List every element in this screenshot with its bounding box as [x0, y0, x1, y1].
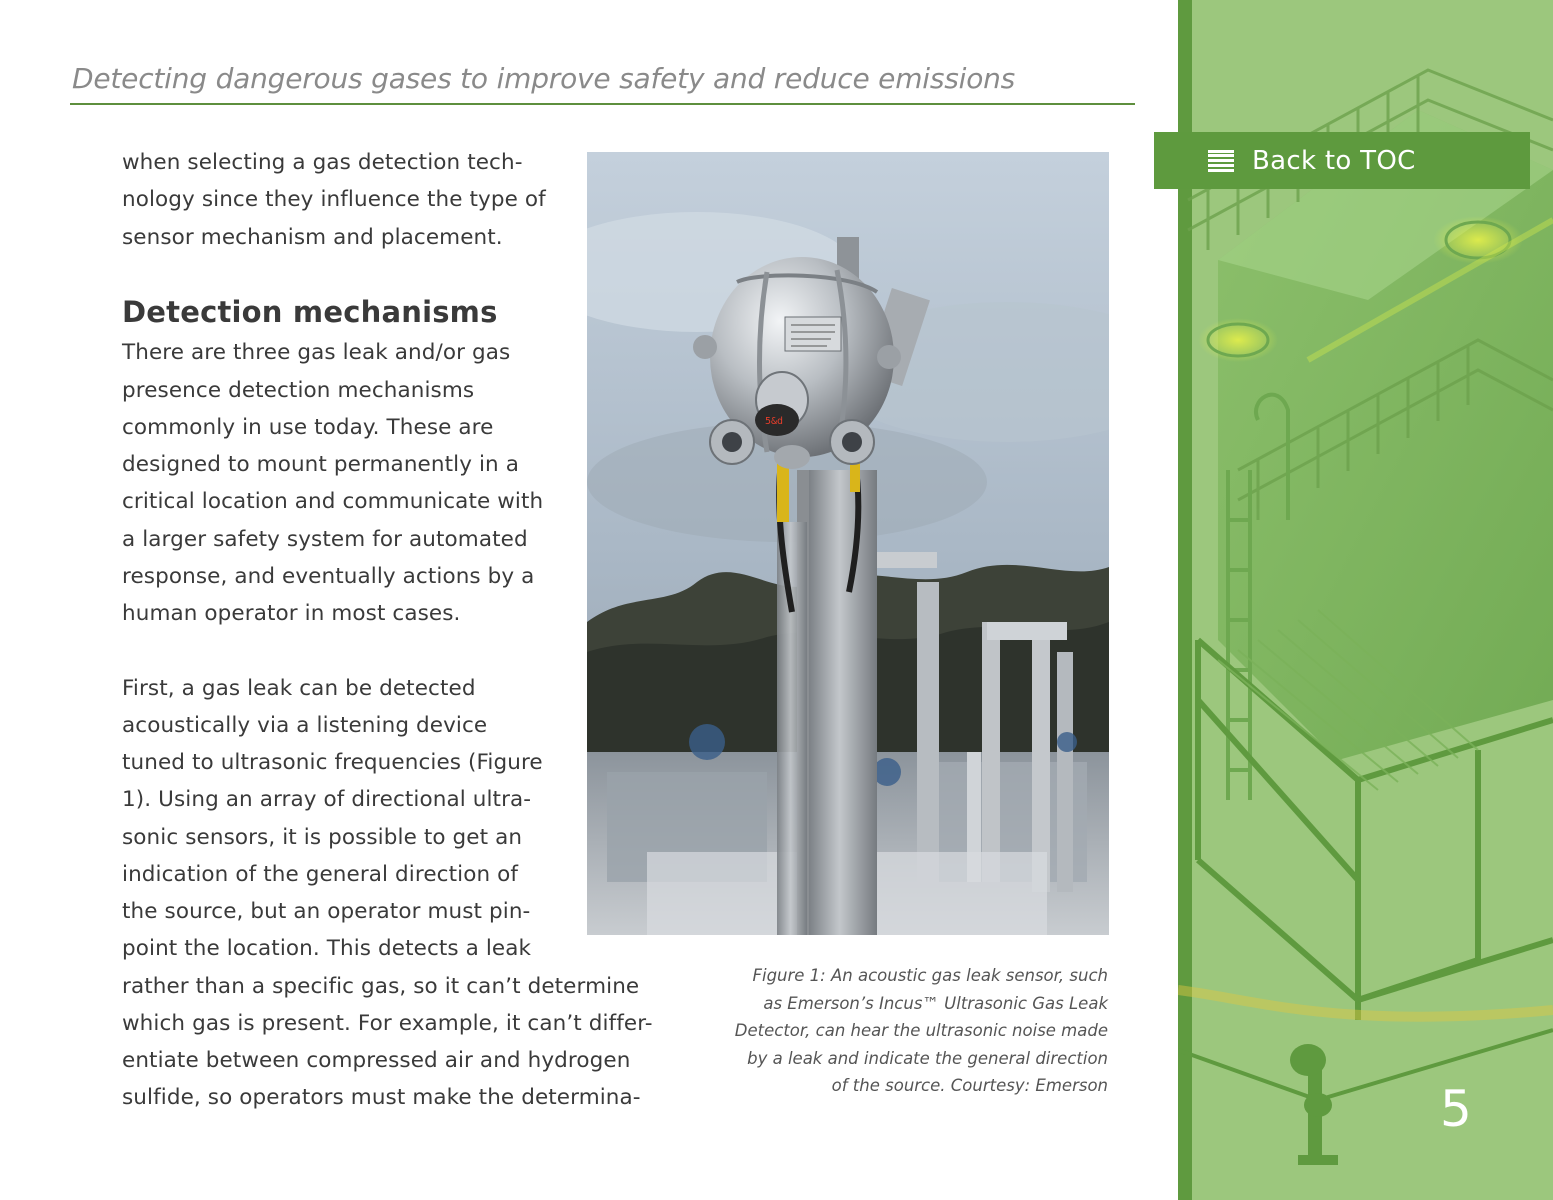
paragraph-line: which gas is present. For example, it can’t differ-	[122, 1011, 653, 1036]
paragraph-line: acoustically via a listening device	[122, 713, 488, 738]
page-number: 5	[1440, 1080, 1472, 1138]
paragraph-line: sulfide, so operators must make the determina-	[122, 1085, 641, 1110]
list-icon	[1208, 150, 1234, 172]
paragraph-line: commonly in use today. These are	[122, 415, 494, 440]
paragraph-line: rather than a specific gas, so it can’t determine	[122, 974, 640, 999]
paragraph-line: presence detection mechanisms	[122, 378, 475, 403]
paragraph-line: 1). Using an array of directional ultra-	[122, 787, 532, 812]
intro-line: nology since they influence the type of	[122, 187, 546, 212]
intro-line: when selecting a gas detection tech-	[122, 150, 523, 175]
intro-line: sensor mechanism and placement.	[122, 225, 503, 250]
paragraph-line: There are three gas leak and/or gas	[122, 340, 511, 365]
paragraph-line: designed to mount permanently in a	[122, 452, 519, 477]
caption-line: as Emerson’s Incus™ Ultrasonic Gas Leak	[763, 993, 1108, 1013]
paragraph-line: tuned to ultrasonic frequencies (Figure	[122, 750, 543, 775]
back-to-toc-button[interactable]	[1154, 132, 1530, 189]
sensor-display-readout: 5&d	[765, 416, 784, 427]
figure-caption	[690, 962, 1108, 1100]
paragraph-line: indication of the general direction of	[122, 862, 519, 887]
caption-line: by a leak and indicate the general direction	[747, 1048, 1108, 1068]
paragraph-line: critical location and communicate with	[122, 489, 544, 514]
caption-line: Figure 1: An acoustic gas leak sensor, such	[752, 966, 1108, 985]
paragraph-line: response, and eventually actions by a	[122, 564, 535, 589]
paragraph-line: sonic sensors, it is possible to get an	[122, 825, 523, 850]
paragraph-line: human operator in most cases.	[122, 601, 461, 626]
page-header-title: Detecting dangerous gases to improve safety and reduce emissions	[72, 62, 1016, 95]
caption-line: of the source. Courtesy: Emerson	[831, 1076, 1108, 1095]
paragraph-line: First, a gas leak can be detected	[122, 676, 476, 701]
paragraph-line: the source, but an operator must pin-	[122, 899, 531, 924]
caption-line: Detector, can hear the ultrasonic noise made	[734, 1021, 1108, 1040]
header-divider	[70, 103, 1135, 105]
section-heading: Detection mechanisms	[122, 295, 498, 329]
paragraph-line: entiate between compressed air and hydrogen	[122, 1048, 631, 1073]
back-to-toc-label: Back to TOC	[1252, 145, 1416, 176]
paragraph-line: point the location. This detects a leak	[122, 936, 532, 961]
figure-photo-gas-sensor	[587, 152, 1109, 935]
paragraph-line: a larger safety system for automated	[122, 527, 528, 552]
